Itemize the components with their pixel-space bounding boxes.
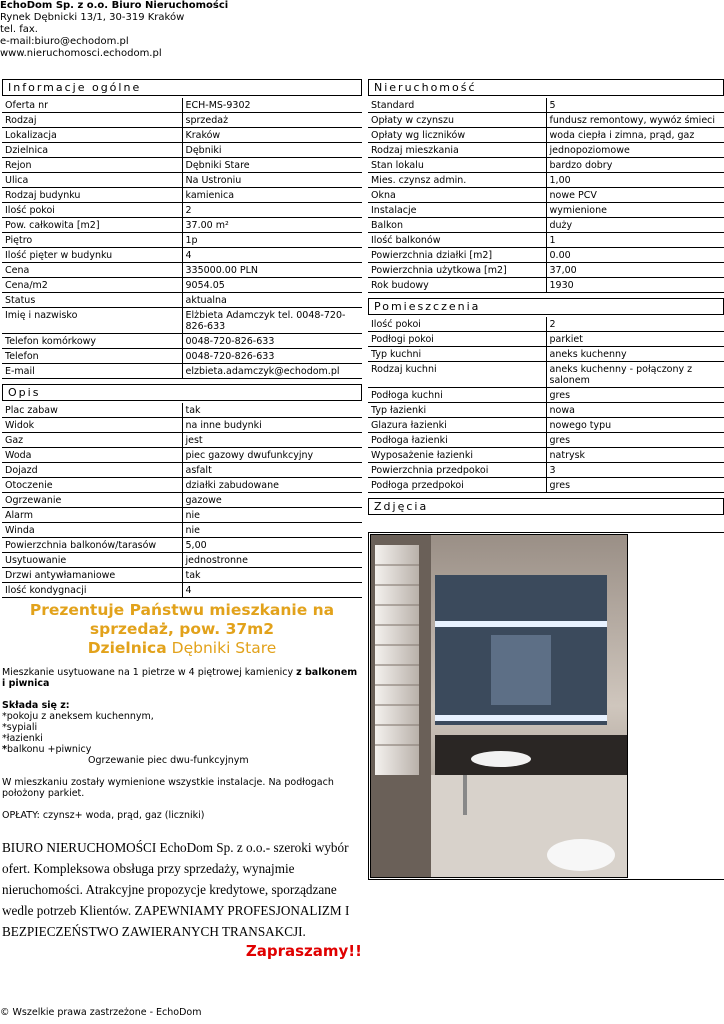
field-label: Typ kuchni	[368, 347, 546, 362]
table-row	[368, 463, 724, 478]
bathroom-photo-image	[371, 535, 627, 877]
table-row	[2, 293, 362, 308]
table-row	[368, 113, 724, 128]
field-label: Powierzchnia przedpokoi	[368, 463, 546, 478]
field-value: nie	[182, 523, 362, 538]
table-row	[368, 263, 724, 278]
table-row	[368, 158, 724, 173]
field-label: Mies. czynsz admin.	[368, 173, 546, 188]
table-row	[368, 128, 724, 143]
table-row	[368, 347, 724, 362]
table-row	[2, 553, 362, 568]
table-row	[2, 143, 362, 158]
company-address: Rynek Dębnicki 13/1, 30-319 Kraków	[0, 12, 185, 23]
field-label: Lokalizacja	[2, 128, 182, 143]
table-row	[2, 248, 362, 263]
table-row	[2, 308, 362, 334]
field-value: 1930	[546, 278, 724, 293]
table-row	[2, 568, 362, 583]
right-column	[368, 79, 724, 515]
radiator-icon	[375, 545, 419, 775]
field-label: Podłoga przedpokoi	[368, 478, 546, 493]
field-value: nie	[182, 508, 362, 523]
composition-last-text: balkonu +piwnicy	[6, 744, 92, 755]
table-row	[368, 203, 724, 218]
field-value: Dębniki Stare	[182, 158, 362, 173]
field-value: działki zabudowane	[182, 478, 362, 493]
field-value: gazowe	[182, 493, 362, 508]
field-value: woda ciepła i zimna, prąd, gaz	[546, 128, 724, 143]
field-label: Rodzaj	[2, 113, 182, 128]
field-value: 37.00 m²	[182, 218, 362, 233]
field-label: Dzielnica	[2, 143, 182, 158]
field-value: 5,00	[182, 538, 362, 553]
property-table	[368, 98, 724, 293]
section-general-title: Informacje ogólne	[2, 79, 362, 96]
field-label: Gaz	[2, 433, 182, 448]
field-value: Elżbieta Adamczyk tel. 0048-720-826-633	[182, 308, 362, 334]
field-value: duży	[546, 218, 724, 233]
table-row	[368, 317, 724, 332]
field-label: Widok	[2, 418, 182, 433]
field-value: sprzedaż	[182, 113, 362, 128]
table-row	[368, 332, 724, 347]
field-value: asfalt	[182, 463, 362, 478]
field-label: Ilość balkonów	[368, 233, 546, 248]
field-label: Powierzchnia balkonów/tarasów	[2, 538, 182, 553]
composition-star: *	[2, 744, 7, 755]
field-value: 3	[546, 463, 724, 478]
field-value: tak	[182, 568, 362, 583]
field-label: Opłaty w czynszu	[368, 113, 546, 128]
field-label: Ogrzewanie	[2, 493, 182, 508]
field-label: Cena/m2	[2, 278, 182, 293]
description-p1-bold: z balkonem i piwnica	[2, 667, 358, 689]
table-row	[368, 403, 724, 418]
table-row	[2, 113, 362, 128]
invitation-text: Zapraszamy!!	[245, 942, 362, 960]
table-row	[2, 523, 362, 538]
table-row	[2, 403, 362, 418]
field-value: fundusz remontowy, wywóz śmieci	[546, 113, 724, 128]
field-label: Podłoga łazienki	[368, 433, 546, 448]
field-label: Status	[2, 293, 182, 308]
table-row	[368, 433, 724, 448]
field-value: Na Ustroniu	[182, 173, 362, 188]
field-label: Usytuowanie	[2, 553, 182, 568]
field-label: Woda	[2, 448, 182, 463]
field-label: Glazura łazienki	[368, 418, 546, 433]
general-info-table	[2, 98, 362, 379]
composition-title	[2, 700, 362, 711]
table-row	[2, 583, 362, 598]
company-website[interactable]: www.nieruchomosci.echodom.pl	[0, 48, 162, 59]
table-row	[2, 349, 362, 364]
field-label: Imię i nazwisko	[2, 308, 182, 334]
field-value[interactable]: elzbieta.adamczyk@echodom.pl	[182, 364, 362, 379]
table-row	[2, 493, 362, 508]
table-row	[2, 203, 362, 218]
description-text	[2, 667, 362, 960]
table-row	[2, 508, 362, 523]
composition-item	[2, 744, 362, 755]
field-label: Rodzaj mieszkania	[368, 143, 546, 158]
field-value: wymienione	[546, 203, 724, 218]
table-row	[368, 143, 724, 158]
table-row	[368, 418, 724, 433]
table-row	[2, 233, 362, 248]
table-row	[2, 448, 362, 463]
table-row	[2, 278, 362, 293]
field-label: Ilość pokoi	[2, 203, 182, 218]
table-row	[2, 463, 362, 478]
field-value: aneks kuchenny - połączony z salonem	[546, 362, 724, 388]
agency-header	[0, 0, 228, 60]
field-value: parkiet	[546, 332, 724, 347]
company-name: EchoDom Sp. z o.o. Biuro Nieruchomości	[0, 0, 229, 11]
composition-title-text: Składa się z:	[2, 700, 70, 711]
table-row	[368, 278, 724, 293]
field-label: Otoczenie	[2, 478, 182, 493]
promo-district	[2, 639, 362, 658]
description-paragraph-1	[2, 667, 362, 689]
field-value: 335000.00 PLN	[182, 263, 362, 278]
field-label: Powierzchnia działki [m2]	[368, 248, 546, 263]
field-value: jednopoziomowe	[546, 143, 724, 158]
agency-promo-text: BIURO NIERUCHOMOŚCI EchoDom Sp. z o.o.- szeroki wybór ofert. Kompleksowa obsługa przy sprzedaży, wynajmie nieruchomości. Atrakcyjne propozycje kredytowe, sporządzane wedle potrzeb Klientów. ZAPEWNIAMY PROFESJONALIZM I BEZPIECZEŃSTWO ZAWIERANYCH TRANSAKCJI.	[2, 840, 350, 939]
field-value: gres	[546, 478, 724, 493]
field-label: Standard	[368, 98, 546, 113]
field-label: Ilość kondygnacji	[2, 583, 182, 598]
composition-item: *łazienki	[2, 733, 43, 744]
table-row	[368, 362, 724, 388]
field-value: Dębniki	[182, 143, 362, 158]
field-value: tak	[182, 403, 362, 418]
field-label: Telefon	[2, 349, 182, 364]
section-photos-title: Zdjęcia	[368, 498, 724, 515]
field-value: nowa	[546, 403, 724, 418]
field-value: 4	[182, 583, 362, 598]
field-label: E-mail	[2, 364, 182, 379]
field-label: Podłoga kuchni	[368, 388, 546, 403]
composition-item: *sypiali	[2, 722, 38, 733]
field-value: 2	[546, 317, 724, 332]
table-row	[2, 263, 362, 278]
field-value: 1	[546, 233, 724, 248]
table-row	[2, 98, 362, 113]
table-row	[368, 478, 724, 493]
section-rooms-title: Pomieszczenia	[368, 298, 724, 315]
table-row	[2, 334, 362, 349]
promo-line-1: Prezentuje Państwu mieszkanie na	[29, 601, 335, 619]
field-label: Instalacje	[368, 203, 546, 218]
field-label: Typ łazienki	[368, 403, 546, 418]
field-label: Balkon	[368, 218, 546, 233]
field-label: Opłaty wg liczników	[368, 128, 546, 143]
field-value: 4	[182, 248, 362, 263]
table-row	[2, 188, 362, 203]
field-value: 5	[546, 98, 724, 113]
description-p1-text: Mieszkanie usytuowane na 1 pietrze w 4 piętrowej kamienicy	[2, 667, 294, 678]
composition-item: *pokoju z aneksem kuchennym,	[2, 711, 154, 722]
left-column	[2, 79, 362, 960]
field-label: Podłogi pokoi	[368, 332, 546, 347]
field-label: Alarm	[2, 508, 182, 523]
table-row	[2, 364, 362, 379]
field-label: Rejon	[2, 158, 182, 173]
field-label: Wyposażenie łazienki	[368, 448, 546, 463]
field-value: 0048-720-826-633	[182, 334, 362, 349]
field-label: Drzwi antywłamaniowe	[2, 568, 182, 583]
table-row	[368, 218, 724, 233]
field-label: Piętro	[2, 233, 182, 248]
table-row	[2, 218, 362, 233]
table-row	[368, 233, 724, 248]
field-value: 2	[182, 203, 362, 218]
field-value: 1p	[182, 233, 362, 248]
table-row	[368, 98, 724, 113]
field-value: aktualna	[182, 293, 362, 308]
field-label: Okna	[368, 188, 546, 203]
field-label: Rok budowy	[368, 278, 546, 293]
field-label: Winda	[2, 523, 182, 538]
field-label: Powierzchnia użytkowa [m2]	[368, 263, 546, 278]
field-label: Dojazd	[2, 463, 182, 478]
promo-district-label: Dzielnica	[87, 639, 167, 657]
table-row	[2, 478, 362, 493]
section-opis-title: Opis	[2, 384, 362, 401]
field-value: ECH-MS-9302	[182, 98, 362, 113]
table-row	[368, 448, 724, 463]
table-row	[2, 128, 362, 143]
field-label: Telefon komórkowy	[2, 334, 182, 349]
field-label: Ilość pięter w budynku	[2, 248, 182, 263]
promo-district-value: Dębniki Stare	[171, 639, 277, 657]
table-row	[2, 158, 362, 173]
promo-headline	[2, 601, 362, 658]
company-phone: tel. fax.	[0, 24, 38, 35]
table-row	[368, 248, 724, 263]
description-paragraph-2: W mieszkaniu zostały wymienione wszystkie instalacje. Na podłogach położony parkiet.	[2, 777, 334, 799]
field-value: 0.00	[546, 248, 724, 263]
field-label: Pow. całkowita [m2]	[2, 218, 182, 233]
field-label: Rodzaj budynku	[2, 188, 182, 203]
description-table	[2, 403, 362, 598]
field-value: 37,00	[546, 263, 724, 278]
field-value: gres	[546, 433, 724, 448]
field-value: 9054.05	[182, 278, 362, 293]
field-value: gres	[546, 388, 724, 403]
field-label: Rodzaj kuchni	[368, 362, 546, 388]
field-value: piec gazowy dwufunkcyjny	[182, 448, 362, 463]
table-row	[368, 388, 724, 403]
field-value: Kraków	[182, 128, 362, 143]
field-label: Cena	[2, 263, 182, 278]
table-row	[368, 173, 724, 188]
table-row	[2, 418, 362, 433]
table-row	[368, 188, 724, 203]
table-row	[2, 538, 362, 553]
table-row	[2, 433, 362, 448]
table-row	[2, 173, 362, 188]
footer-copyright: © Wszelkie prawa zastrzeżone - EchoDom	[0, 1007, 202, 1018]
field-value: 0048-720-826-633	[182, 349, 362, 364]
promo-line-2: sprzedaż, pow. 37m2	[89, 620, 275, 638]
section-property-title: Nieruchomość	[368, 79, 724, 96]
field-value: nowe PCV	[546, 188, 724, 203]
bathroom-photo[interactable]	[370, 534, 628, 878]
field-value: nowego typu	[546, 418, 724, 433]
fees-note: OPŁATY: czynsz+ woda, prąd, gaz (liczniki)	[2, 810, 205, 821]
heating-note: Ogrzewanie piec dwu-funkcyjnym	[88, 755, 249, 766]
field-value: jest	[182, 433, 362, 448]
field-label: Plac zabaw	[2, 403, 182, 418]
field-value: jednostronne	[182, 553, 362, 568]
field-value: natrysk	[546, 448, 724, 463]
company-email[interactable]: e-mail:biuro@echodom.pl	[0, 36, 129, 47]
field-label: Ilość pokoi	[368, 317, 546, 332]
field-value: aneks kuchenny	[546, 347, 724, 362]
field-label: Oferta nr	[2, 98, 182, 113]
field-value: bardzo dobry	[546, 158, 724, 173]
field-label: Stan lokalu	[368, 158, 546, 173]
field-value: na inne budynki	[182, 418, 362, 433]
field-label: Ulica	[2, 173, 182, 188]
field-value: 1,00	[546, 173, 724, 188]
rooms-table	[368, 317, 724, 493]
field-value: kamienica	[182, 188, 362, 203]
